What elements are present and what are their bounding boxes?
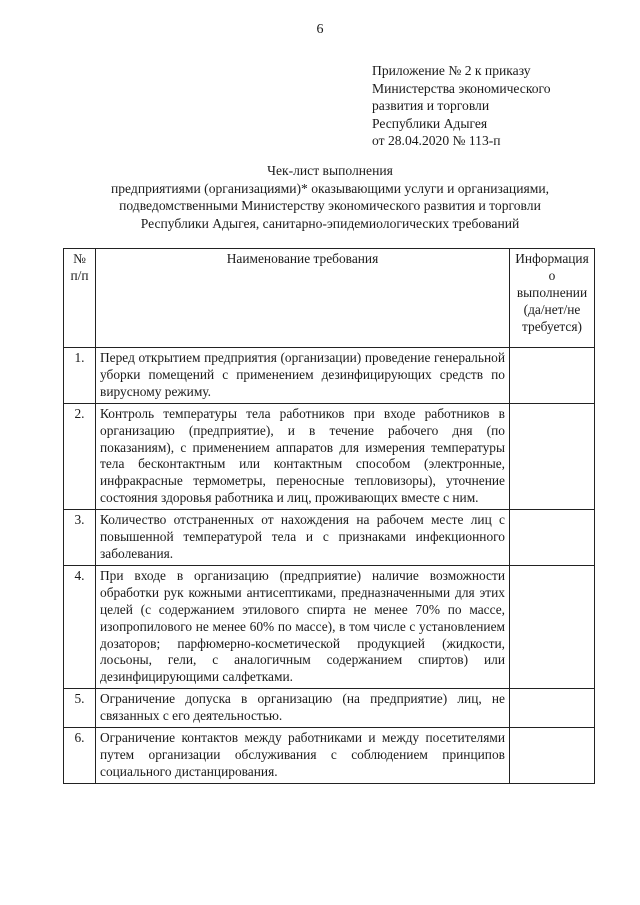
table-row: [64, 348, 595, 404]
appendix-line: от 28.04.2020 № 113-п: [372, 133, 501, 148]
row-requirement: Количество отстраненных от нахождения на рабочем месте лиц с повышенной температурой тела и с признаками инфекционного заболевания.: [96, 510, 510, 566]
header-requirement: Наименование требования: [96, 249, 510, 348]
row-info-cell: [510, 348, 595, 404]
title-line: Республики Адыгея, санитарно-эпидемиологических требований: [140, 215, 520, 231]
row-info-cell: [510, 689, 595, 728]
header-info: Информация о выполнении (да/нет/не требуется): [510, 249, 595, 348]
appendix-line: Министерства экономического: [372, 80, 551, 96]
row-number: 6.: [64, 728, 96, 784]
title-line: Чек-лист выполнения: [267, 163, 393, 178]
appendix-line: Приложение № 2 к приказу: [372, 63, 531, 78]
checklist-table: [63, 248, 595, 784]
row-requirement: При входе в организацию (предприятие) наличие возможности обработки рук кожными антисептиками, предназначенными для этих целей (с содержанием этилового спирта не менее 70% по массе, изопропилового не менее 60% по массе), в том числе с установлением дозаторов; парфюмерно-косметической продукцией (жидкости, лосьоны, гели, с аналогичным содержанием спиртов) или дезинфицирующими салфетками.: [96, 565, 510, 688]
row-number: 4.: [64, 565, 96, 688]
table-row: [64, 403, 595, 509]
table-row: [64, 689, 595, 728]
row-info-cell: [510, 728, 595, 784]
table-row: [64, 565, 595, 688]
row-requirement: Контроль температуры тела работников при входе работников в организацию (предприятие), и в течение рабочего дня (по показаниям), с применением аппаратов для измерения температуры тела бесконтактным или контактным способом (электронные, инфракрасные термометры, переносные тепловизоры), уточнение состояния здоровья работника и лиц, проживающих вместе с ним.: [96, 403, 510, 509]
appendix-line: Республики Адыгея: [372, 115, 488, 131]
row-number: 2.: [64, 403, 96, 509]
row-requirement: Ограничение допуска в организацию (на предприятие) лиц, не связанных с его деятельностью.: [96, 689, 510, 728]
appendix-line: развития и торговли: [372, 98, 490, 113]
document-title: [60, 162, 600, 232]
title-line: подведомственными Министерству экономического развития и торговли: [119, 198, 541, 213]
row-info-cell: [510, 510, 595, 566]
row-requirement: Ограничение контактов между работниками и между посетителями путем организации обслуживания с соблюдением принципов социального дистанцирования.: [96, 728, 510, 784]
title-line: предприятиями (организациями)* оказывающими услуги и организациями,: [110, 180, 549, 196]
row-number: 1.: [64, 348, 96, 404]
table-row: [64, 728, 595, 784]
table-header-row: [64, 249, 595, 348]
header-number: № п/п: [64, 249, 96, 348]
row-requirement: Перед открытием предприятия (организации) проведение генеральной уборки помещений с применением дезинфицирующих средств по вирусному режиму.: [96, 348, 510, 404]
table-row: [64, 510, 595, 566]
row-info-cell: [510, 403, 595, 509]
appendix-block: [372, 62, 551, 150]
row-number: 5.: [64, 689, 96, 728]
row-info-cell: [510, 565, 595, 688]
row-number: 3.: [64, 510, 96, 566]
page-number: 6: [316, 22, 324, 37]
